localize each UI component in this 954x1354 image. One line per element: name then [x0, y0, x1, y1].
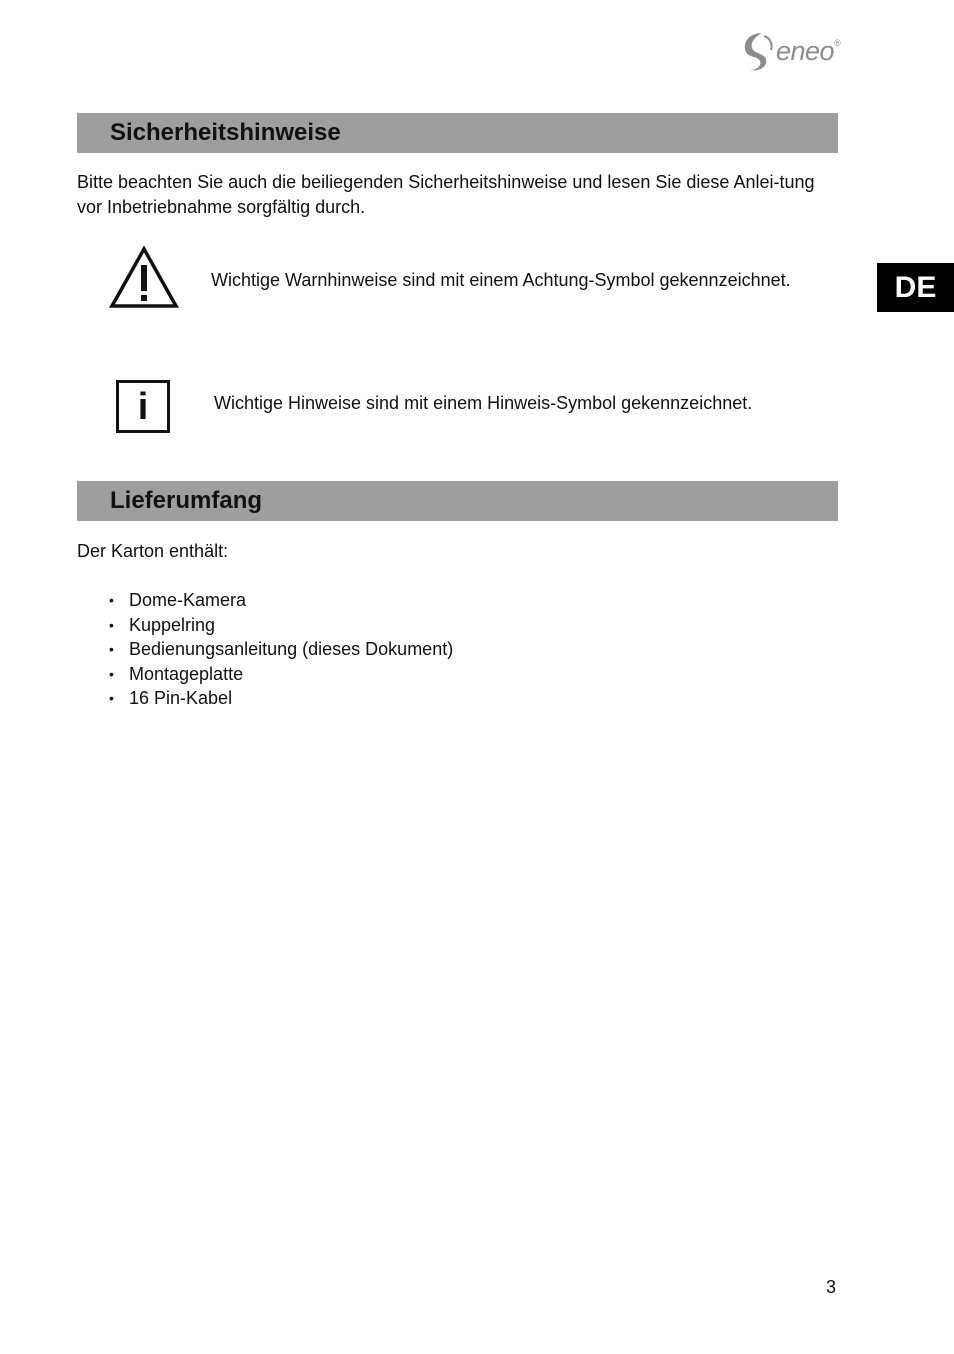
section-header-safety [77, 113, 838, 153]
safety-intro-text: Bitte beachten Sie auch die beiliegenden Sicherheitshinweise und lesen Sie diese Anlei-tung vor Inbetriebnahme sorgfältig durch. [77, 172, 815, 217]
list-item-label: 16 Pin-Kabel [129, 688, 233, 708]
section-title-safety: Sicherheitshinweise [110, 119, 341, 146]
list-item-label: Kuppelring [129, 614, 216, 635]
list-item [107, 662, 453, 687]
info-note-text: Wichtige Hinweise sind mit einem Hinweis-Symbol gekennzeichnet. [214, 393, 753, 413]
logo-registered-mark: ® [834, 38, 841, 48]
list-item [107, 588, 453, 613]
section-title-delivery: Lieferumfang [110, 487, 263, 514]
bullet-icon: • [109, 690, 114, 706]
eneo-logo [740, 30, 840, 72]
info-icon [116, 380, 170, 433]
bullet-icon: • [109, 592, 114, 608]
bullet-icon: • [109, 665, 114, 682]
page-number: 3 [826, 1277, 837, 1297]
list-item-label: Bedienungsanleitung (dieses Dokument) [129, 639, 454, 659]
section-header-delivery [77, 481, 838, 521]
list-item [107, 686, 453, 711]
list-item [107, 637, 453, 662]
eneo-swirl-icon [740, 30, 774, 72]
list-item-label: Montageplatte [129, 663, 244, 684]
logo-wordmark: eneo [776, 35, 835, 66]
delivery-intro-text: Der Karton enthält: [77, 541, 229, 561]
list-item [107, 613, 453, 638]
delivery-item-list [107, 588, 453, 711]
info-icon-glyph: i [137, 385, 149, 428]
warning-note-text: Wichtige Warnhinweise sind mit einem Achtung-Symbol gekennzeichnet. [211, 270, 791, 290]
bullet-icon: • [109, 616, 114, 633]
language-tab: DE [877, 263, 954, 312]
bullet-icon: • [109, 641, 114, 657]
warning-triangle-icon [109, 246, 179, 309]
list-item-label: Dome-Kamera [129, 590, 247, 610]
